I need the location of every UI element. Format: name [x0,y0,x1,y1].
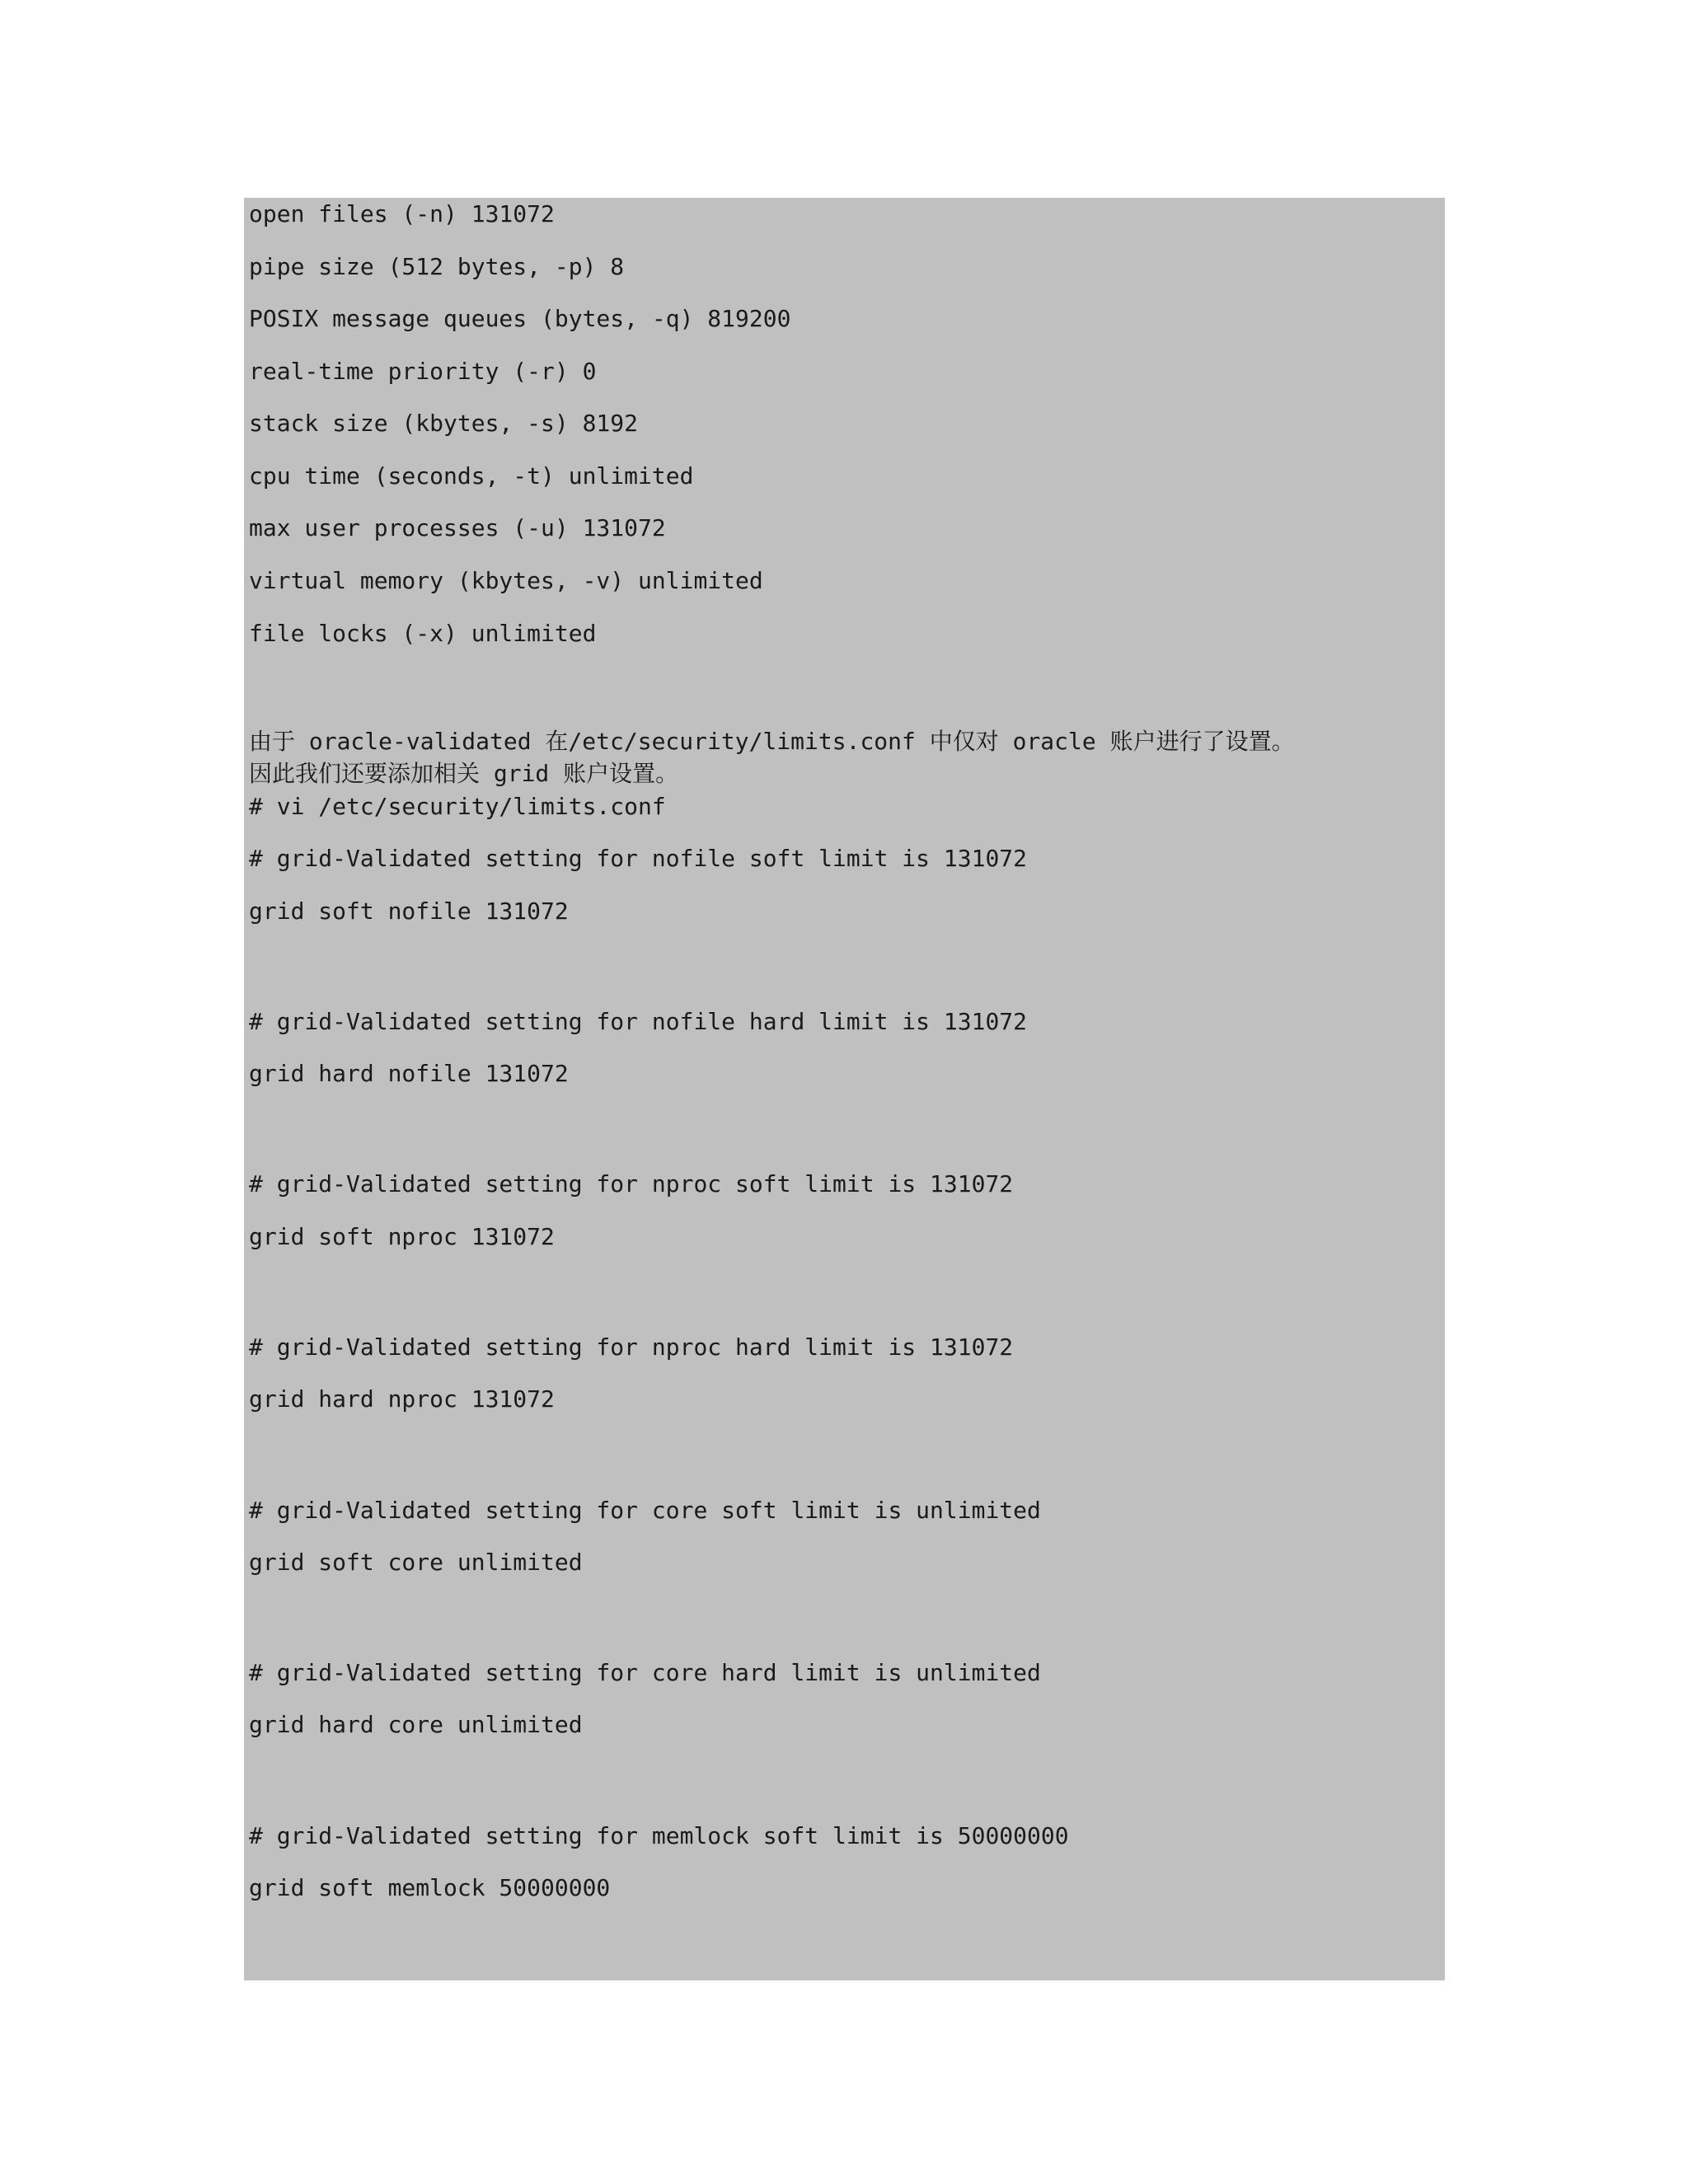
ulimit-cpu-time-line: cpu time (seconds, -t) unlimited [249,462,694,490]
vi-command-line: # vi /etc/security/limits.conf [249,793,666,820]
code-block [244,198,1445,1980]
setting-core-hard: grid hard core unlimited [249,1711,583,1738]
setting-nofile-soft: grid soft nofile 131072 [249,898,569,925]
comment-nofile-soft: # grid-Validated setting for nofile soft limit is 131072 [249,845,1028,872]
comment-core-hard: # grid-Validated setting for core hard limit is unlimited [249,1659,1041,1686]
explanation-line-1: 由于 oracle-validated 在/etc/security/limits.conf 中仅对 oracle 账户进行了设置。 [249,728,1295,755]
setting-core-soft: grid soft core unlimited [249,1549,583,1576]
setting-nofile-hard: grid hard nofile 131072 [249,1060,569,1087]
ulimit-virtual-memory-line: virtual memory (kbytes, -v) unlimited [249,567,763,594]
ulimit-max-user-proc-line: max user processes (-u) 131072 [249,514,666,541]
ulimit-posix-mq-line: POSIX message queues (bytes, -q) 819200 [249,305,791,332]
comment-nproc-soft: # grid-Validated setting for nproc soft limit is 131072 [249,1170,1014,1197]
setting-memlock-soft: grid soft memlock 50000000 [249,1874,611,1901]
ulimit-pipe-size-line: pipe size (512 bytes, -p) 8 [249,253,625,280]
setting-nproc-hard: grid hard nproc 131072 [249,1385,555,1413]
ulimit-stack-size-line: stack size (kbytes, -s) 8192 [249,410,639,437]
ulimit-open-files-line: open files (-n) 131072 [249,200,555,227]
explanation-line-2: 因此我们还要添加相关 grid 账户设置。 [249,760,679,787]
ulimit-realtime-priority-line: real-time priority (-r) 0 [249,358,597,385]
ulimit-file-locks-line: file locks (-x) unlimited [249,620,597,647]
comment-memlock-soft: # grid-Validated setting for memlock soft limit is 50000000 [249,1822,1069,1849]
comment-core-soft: # grid-Validated setting for core soft limit is unlimited [249,1497,1041,1524]
comment-nproc-hard: # grid-Validated setting for nproc hard limit is 131072 [249,1333,1014,1361]
comment-nofile-hard: # grid-Validated setting for nofile hard limit is 131072 [249,1008,1028,1035]
setting-nproc-soft: grid soft nproc 131072 [249,1223,555,1250]
